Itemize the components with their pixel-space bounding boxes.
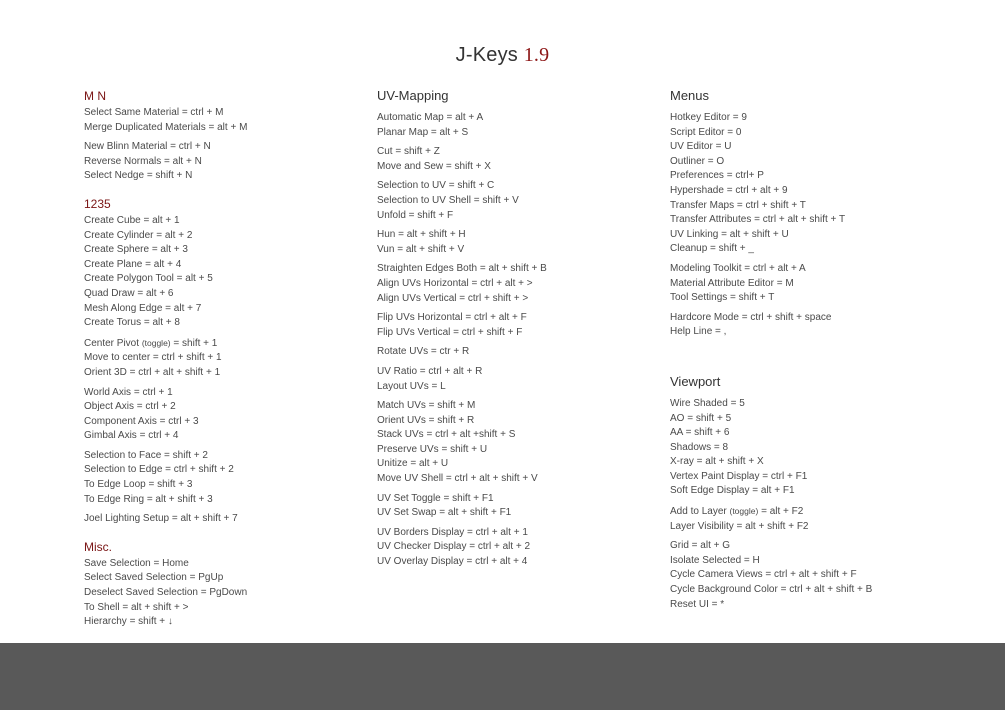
shortcut-item [670, 228, 970, 243]
shortcut-text: Hun = alt + shift + H [377, 229, 466, 241]
shortcut-group [670, 262, 970, 306]
shortcut-group [84, 106, 364, 135]
shortcut-text: Modeling Toolkit = ctrl + alt + A [670, 262, 806, 274]
shortcut-text: To Shell = alt + shift + > [84, 601, 189, 613]
shortcut-text: Stack UVs = ctrl + alt +shift + S [377, 429, 516, 441]
shortcut-item [377, 540, 657, 555]
shortcut-text: Preserve UVs = shift + U [377, 443, 488, 455]
section-heading: 1235 [84, 196, 111, 211]
shortcut-text: Tool Settings = shift + T [670, 292, 775, 304]
shortcut-text: Gimbal Axis = ctrl + 4 [84, 430, 179, 442]
shortcut-item [670, 412, 970, 427]
shortcut-text: World Axis = ctrl + 1 [84, 386, 173, 398]
shortcut-item [670, 199, 970, 214]
shortcut-text: UV Checker Display = ctrl + alt + 2 [377, 541, 531, 553]
shortcut-item [377, 492, 657, 507]
shortcut-item [377, 380, 657, 395]
shortcut-text: Select Nedge = shift + N [84, 170, 193, 182]
shortcut-item [377, 243, 657, 258]
shortcut-item [670, 520, 970, 535]
shortcut-text: Move UV Shell = ctrl + alt + shift + V [377, 473, 538, 485]
shortcut-item [377, 399, 657, 414]
shortcut-group [377, 262, 657, 306]
shortcut-group [377, 526, 657, 570]
shortcut-text: Object Axis = ctrl + 2 [84, 401, 176, 413]
shortcut-text: Selection to Face = shift + 2 [84, 449, 208, 461]
shortcut-text: AO = shift + 5 [670, 412, 732, 424]
shortcut-item [377, 414, 657, 429]
shortcut-text: AA = shift + 6 [670, 427, 730, 439]
shortcut-group [377, 311, 657, 340]
shortcut-item [84, 336, 364, 352]
shortcut-text: Center Pivot [84, 337, 142, 349]
shortcut-text: Reverse Normals = alt + N [84, 155, 202, 167]
shortcut-text: Selection to UV = shift + C [377, 180, 495, 192]
shortcut-item [84, 615, 364, 630]
shortcut-item [377, 428, 657, 443]
shortcut-item [670, 213, 970, 228]
section-heading: Viewport [670, 373, 721, 389]
shortcut-item [670, 470, 970, 485]
footer-bar [0, 643, 1005, 710]
section-misc [84, 539, 364, 630]
shortcut-text: Hypershade = ctrl + alt + 9 [670, 184, 788, 196]
shortcut-group [670, 504, 970, 534]
shortcut-item [377, 126, 657, 141]
shortcut-text: Unitize = alt + U [377, 458, 449, 470]
shortcut-item [670, 426, 970, 441]
shortcut-item [84, 272, 364, 287]
section-m-n [84, 88, 364, 184]
shortcut-item [84, 214, 364, 229]
shortcut-item [377, 194, 657, 209]
shortcut-text: Add to Layer [670, 506, 730, 518]
shortcut-item [377, 179, 657, 194]
section-viewport [670, 374, 970, 612]
shortcut-item [377, 526, 657, 541]
shortcut-item [377, 457, 657, 472]
shortcut-item [84, 106, 364, 121]
shortcut-text: Cycle Background Color = ctrl + alt + shift + B [670, 584, 873, 596]
shortcut-text: Move to center = ctrl + shift + 1 [84, 352, 222, 364]
shortcut-item [377, 111, 657, 126]
shortcut-item [670, 441, 970, 456]
shortcut-text: Create Plane = alt + 4 [84, 258, 182, 270]
shortcut-item [84, 449, 364, 464]
shortcut-item [670, 126, 970, 141]
shortcut-item [377, 277, 657, 292]
shortcut-item [670, 311, 970, 326]
shortcut-item [377, 345, 657, 360]
shortcut-text: Grid = alt + G [670, 540, 731, 552]
shortcut-text: Straighten Edges Both = alt + shift + B [377, 263, 547, 275]
section-heading: Misc. [84, 539, 112, 554]
shortcut-keys: = alt + F2 [758, 506, 804, 518]
shortcut-item [84, 512, 364, 527]
section-uv-mapping [377, 88, 657, 570]
shortcut-item [84, 302, 364, 317]
shortcut-item [84, 478, 364, 493]
shortcut-text: Planar Map = alt + S [377, 126, 469, 138]
section-heading: Menus [670, 88, 710, 103]
shortcut-item [670, 455, 970, 470]
section-heading: M N [84, 89, 106, 103]
shortcut-item [670, 397, 970, 412]
shortcut-item [670, 291, 970, 306]
shortcut-item [670, 325, 970, 340]
shortcut-group [377, 399, 657, 487]
shortcut-item [84, 571, 364, 586]
shortcut-text: Wire Shaded = 5 [670, 397, 745, 409]
shortcut-text: Isolate Selected = H [670, 554, 760, 566]
shortcut-item [84, 415, 364, 430]
shortcut-group [84, 386, 364, 444]
shortcut-group [377, 228, 657, 257]
shortcut-text: Create Cube = alt + 1 [84, 214, 180, 226]
shortcut-note: (toggle) [729, 506, 759, 517]
shortcut-item [670, 598, 970, 613]
shortcut-text: UV Linking = alt + shift + U [670, 228, 789, 240]
shortcut-text: Orient 3D = ctrl + alt + shift + 1 [84, 366, 221, 378]
shortcut-keys: = shift + 1 [170, 337, 218, 349]
title-version: 1.9 [523, 44, 550, 66]
shortcut-item [670, 484, 970, 499]
shortcut-item [84, 243, 364, 258]
shortcut-item [377, 228, 657, 243]
shortcut-item [84, 316, 364, 331]
shortcut-text: Vertex Paint Display = ctrl + F1 [670, 470, 808, 482]
shortcut-item [670, 504, 970, 520]
section-1235 [84, 196, 364, 527]
shortcut-item [84, 229, 364, 244]
shortcut-item [377, 506, 657, 521]
shortcut-text: UV Ratio = ctrl + alt + R [377, 365, 483, 377]
shortcut-text: To Edge Loop = shift + 3 [84, 479, 193, 491]
shortcut-text: Joel Lighting Setup = alt + shift + 7 [84, 513, 238, 525]
section-menus [670, 88, 970, 340]
shortcut-group [670, 539, 970, 612]
shortcut-text: Outliner = O [670, 155, 725, 167]
shortcut-item [670, 262, 970, 277]
shortcut-item [670, 184, 970, 199]
column-3 [670, 88, 970, 617]
shortcut-text: Hotkey Editor = 9 [670, 112, 747, 123]
shortcut-item [670, 111, 970, 126]
shortcut-item [377, 292, 657, 307]
shortcut-text: Script Editor = 0 [670, 126, 742, 138]
shortcut-text: To Edge Ring = alt + shift + 3 [84, 493, 213, 505]
shortcut-text: Layout UVs = L [377, 380, 446, 392]
shortcut-text: Selection to UV Shell = shift + V [377, 194, 519, 206]
shortcut-item [670, 554, 970, 569]
shortcut-text: Deselect Saved Selection = PgDown [84, 587, 248, 599]
shortcut-group [84, 512, 364, 527]
shortcut-text: X-ray = alt + shift + X [670, 456, 764, 468]
shortcut-text: UV Overlay Display = ctrl + alt + 4 [377, 556, 528, 568]
shortcut-group [84, 214, 364, 331]
shortcut-group [377, 345, 657, 360]
shortcut-item [84, 169, 364, 184]
shortcut-item [670, 140, 970, 155]
shortcut-item [84, 140, 364, 155]
shortcut-text: Quad Draw = alt + 6 [84, 287, 174, 299]
shortcut-text: Create Cylinder = alt + 2 [84, 229, 193, 241]
shortcut-item [670, 583, 970, 598]
shortcut-text: UV Set Toggle = shift + F1 [377, 492, 494, 504]
shortcut-item [84, 287, 364, 302]
shortcut-text: Merge Duplicated Materials = alt + M [84, 121, 248, 133]
shortcut-text: Selection to Edge = ctrl + shift + 2 [84, 464, 234, 476]
shortcut-item [377, 209, 657, 224]
shortcut-item [84, 155, 364, 170]
shortcut-item [377, 326, 657, 341]
shortcut-text: Cycle Camera Views = ctrl + alt + shift + F [670, 569, 857, 581]
shortcut-text: UV Editor = U [670, 141, 732, 153]
shortcut-item [670, 242, 970, 257]
title-name: J-Keys [455, 44, 518, 66]
column-1 [84, 88, 364, 635]
shortcut-text: Hierarchy = shift + ↓ [84, 616, 173, 628]
column-2 [377, 88, 657, 575]
shortcut-text: Cut = shift + Z [377, 146, 440, 158]
shortcut-text: Select Same Material = ctrl + M [84, 107, 224, 118]
shortcut-text: Create Sphere = alt + 3 [84, 244, 188, 256]
shortcut-text: Preferences = ctrl+ P [670, 170, 764, 182]
shortcut-text: Transfer Attributes = ctrl + alt + shift + T [670, 214, 846, 226]
shortcut-group [670, 397, 970, 499]
section-heading: UV-Mapping [377, 88, 449, 103]
shortcut-text: Match UVs = shift + M [377, 400, 476, 412]
shortcut-item [84, 493, 364, 508]
shortcut-item [377, 160, 657, 175]
shortcut-text: UV Set Swap = alt + shift + F1 [377, 507, 512, 519]
shortcut-item [84, 400, 364, 415]
shortcut-item [84, 366, 364, 381]
shortcut-text: Help Line = , [670, 326, 727, 338]
shortcut-item [377, 555, 657, 570]
shortcut-group [84, 336, 364, 381]
shortcut-group [377, 492, 657, 521]
shortcut-text: Flip UVs Vertical = ctrl + shift + F [377, 326, 523, 338]
shortcut-note: (toggle) [141, 337, 171, 348]
shortcut-group [84, 449, 364, 507]
shortcut-text: Vun = alt + shift + V [377, 243, 465, 255]
shortcut-item [84, 351, 364, 366]
shortcut-group [84, 140, 364, 184]
shortcut-text: Rotate UVs = ctr + R [377, 346, 470, 358]
shortcut-item [377, 443, 657, 458]
shortcut-text: Mesh Along Edge = alt + 7 [84, 302, 202, 314]
shortcut-item [84, 557, 364, 572]
page-title [0, 44, 1005, 67]
shortcut-text: Material Attribute Editor = M [670, 277, 794, 289]
shortcut-item [670, 155, 970, 170]
shortcut-item [670, 568, 970, 583]
shortcut-item [377, 145, 657, 160]
shortcut-item [84, 429, 364, 444]
shortcut-item [84, 463, 364, 478]
shortcut-text: Transfer Maps = ctrl + shift + T [670, 199, 806, 211]
shortcut-text: Hardcore Mode = ctrl + shift + space [670, 311, 832, 323]
shortcut-text: Flip UVs Horizontal = ctrl + alt + F [377, 312, 527, 324]
shortcut-group [84, 557, 364, 630]
shortcut-text: Align UVs Vertical = ctrl + shift + > [377, 292, 529, 304]
shortcut-item [670, 539, 970, 554]
shortcut-item [84, 601, 364, 616]
shortcut-group [377, 145, 657, 174]
shortcut-item [84, 258, 364, 273]
shortcut-text: Align UVs Horizontal = ctrl + alt + > [377, 277, 533, 289]
shortcut-text: Save Selection = Home [84, 557, 189, 569]
shortcut-item [670, 277, 970, 292]
shortcut-group [670, 111, 970, 257]
shortcut-group [670, 311, 970, 340]
shortcut-text: Soft Edge Display = alt + F1 [670, 485, 795, 497]
shortcut-text: Layer Visibility = alt + shift + F2 [670, 520, 809, 532]
shortcut-item [670, 169, 970, 184]
shortcut-text: Automatic Map = alt + A [377, 112, 484, 123]
shortcut-text: Select Saved Selection = PgUp [84, 572, 224, 584]
shortcut-text: Unfold = shift + F [377, 209, 454, 221]
shortcut-text: Create Torus = alt + 8 [84, 317, 180, 329]
shortcut-text: Create Polygon Tool = alt + 5 [84, 273, 213, 285]
shortcut-item [377, 311, 657, 326]
shortcut-item [84, 121, 364, 136]
shortcut-text: Move and Sew = shift + X [377, 160, 491, 172]
shortcut-item [377, 472, 657, 487]
shortcut-item [84, 586, 364, 601]
shortcut-group [377, 111, 657, 140]
shortcut-text: UV Borders Display = ctrl + alt + 1 [377, 526, 528, 538]
shortcut-item [377, 262, 657, 277]
shortcut-text: Cleanup = shift + _ [670, 243, 754, 255]
shortcut-text: Orient UVs = shift + R [377, 414, 475, 426]
shortcut-text: Reset UI = * [670, 598, 725, 610]
shortcut-group [377, 365, 657, 394]
shortcut-group [377, 179, 657, 223]
shortcut-text: Shadows = 8 [670, 441, 729, 453]
shortcut-text: New Blinn Material = ctrl + N [84, 141, 211, 153]
shortcut-text: Component Axis = ctrl + 3 [84, 415, 199, 427]
shortcut-item [377, 365, 657, 380]
shortcut-item [84, 386, 364, 401]
